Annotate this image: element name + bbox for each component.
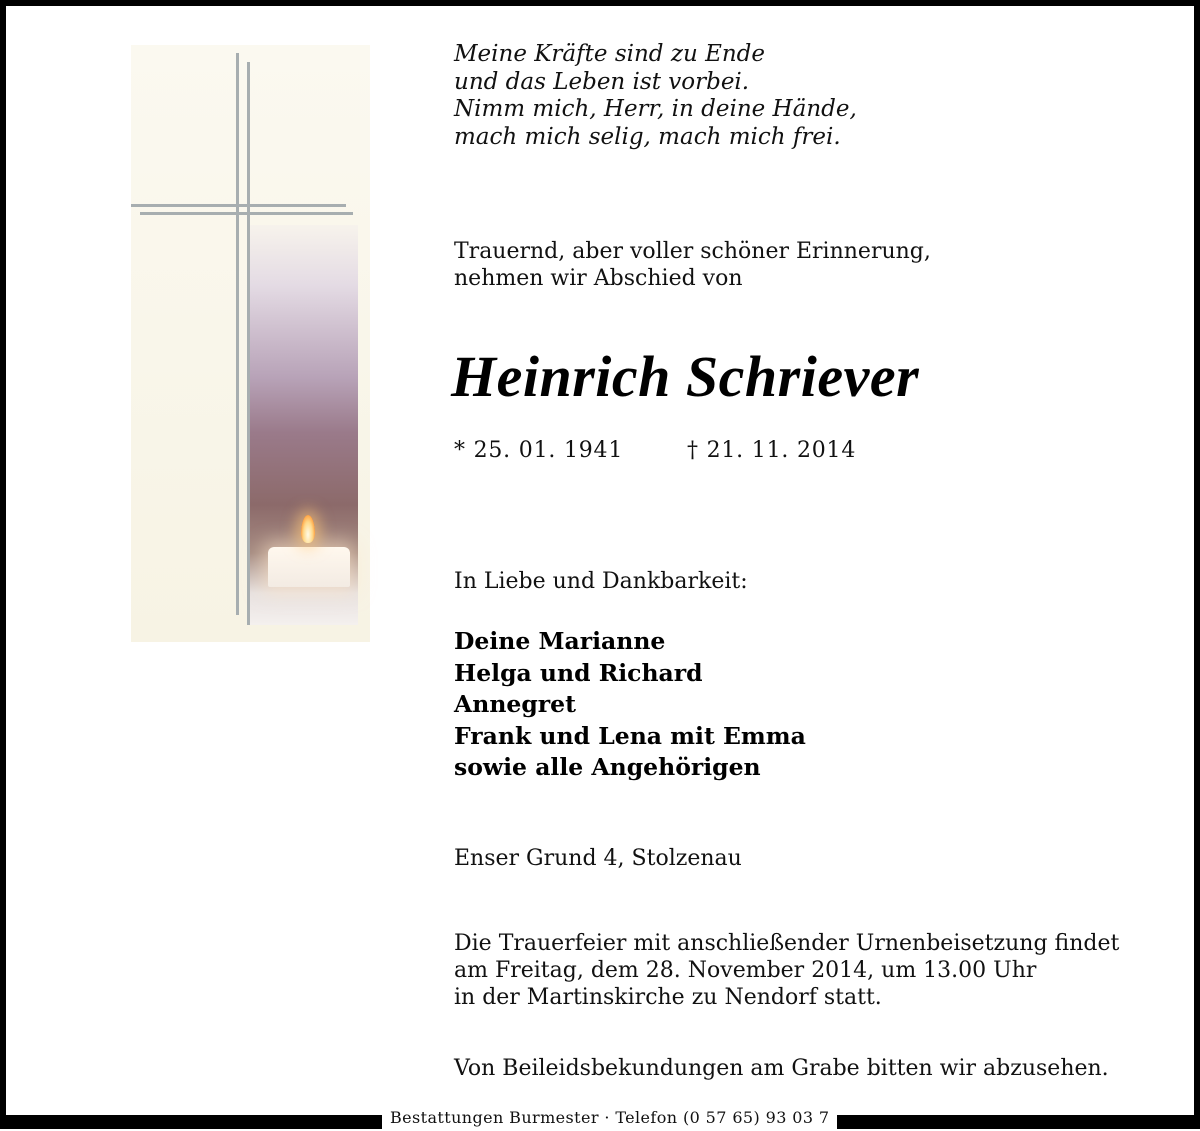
poem-verse: Meine Kräfte sind zu Ende und das Leben ist vorbei. Nimm mich, Herr, in deine Hände, mach mich selig, mach mich frei.: [454, 41, 857, 150]
family-list: [454, 626, 806, 784]
condolence-notice: Von Beileidsbekundungen am Grabe bitten wir abzusehen.: [454, 1056, 1109, 1081]
address-line: Enser Grund 4, Stolzenau: [454, 846, 742, 871]
intro-text: Trauernd, aber voller schöner Erinnerung, nehmen wir Abschied von: [454, 239, 931, 291]
family-member: sowie alle Angehörigen: [454, 753, 761, 781]
funeral-home-footer: Bestattungen Burmester · Telefon (0 57 65) 93 03 7: [382, 1104, 837, 1131]
death-date: † 21. 11. 2014: [687, 438, 857, 463]
family-member: Deine Marianne: [454, 627, 666, 655]
birth-date: * 25. 01. 1941: [454, 438, 624, 463]
family-member: Annegret: [454, 690, 576, 718]
thanks-line: In Liebe und Dankbarkeit:: [454, 569, 748, 594]
family-member: Helga und Richard: [454, 658, 703, 687]
ceremony-notice: Die Trauerfeier mit anschließender Urnenbeisetzung findet am Freitag, dem 28. November 2014, um 13.00 Uhr in der Martinskirche zu Nendorf statt.: [454, 931, 1120, 1010]
flame-icon: [301, 515, 315, 543]
family-member: Frank und Lena mit Emma: [454, 721, 806, 750]
burning-candle-icon: [268, 547, 350, 587]
deceased-name: Heinrich Schriever: [451, 344, 920, 409]
